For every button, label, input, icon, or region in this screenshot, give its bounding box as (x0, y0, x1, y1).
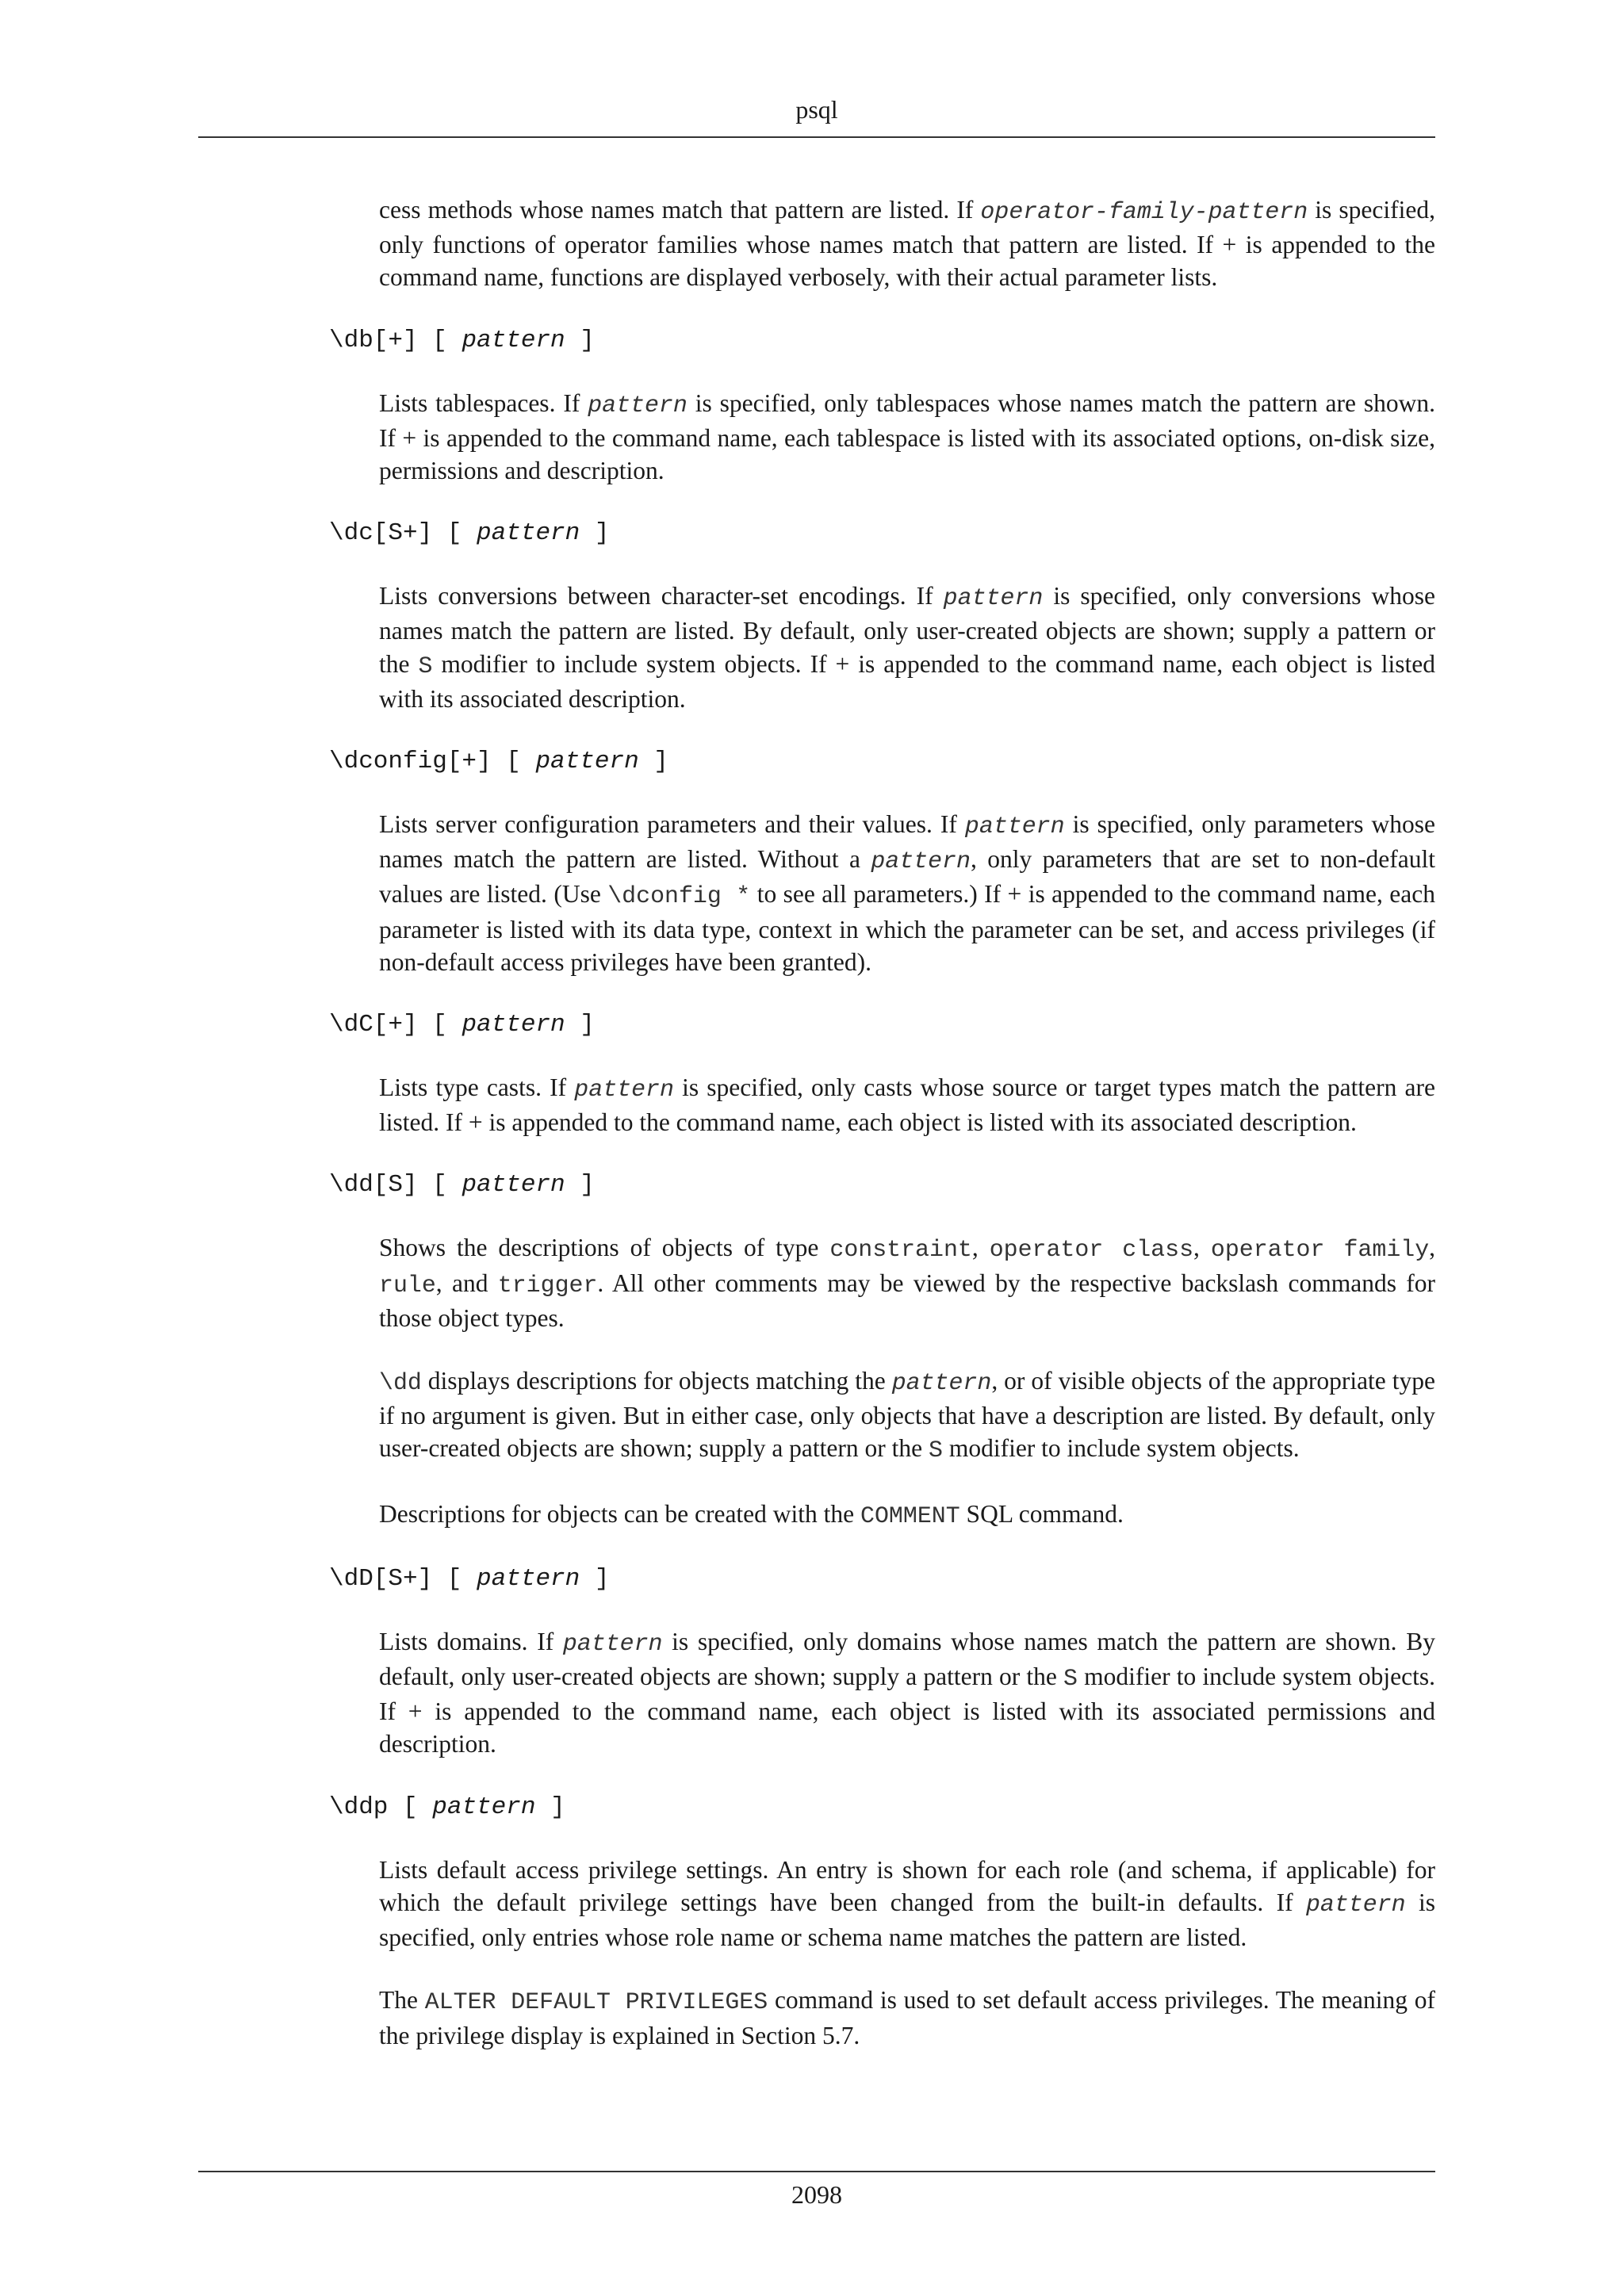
bracket: ] (565, 1011, 595, 1039)
replaceable: pattern (871, 848, 971, 875)
literal: S (1063, 1665, 1078, 1693)
literal: \dconfig * (607, 882, 751, 910)
text: , (1193, 1234, 1211, 1262)
text: Lists tablespaces. If (379, 388, 588, 417)
replaceable: pattern (477, 1564, 580, 1593)
literal: constraint (829, 1236, 972, 1264)
text: , only parameters that are set to non-default values are listed. (Use (379, 845, 1435, 909)
bracket: ] (580, 519, 610, 548)
command: \dconfig[+] [ (329, 748, 536, 776)
literal: rule (379, 1271, 436, 1299)
text: is specified, only entries whose role name or schema name matches the pattern are listed. (379, 1888, 1435, 1952)
text: , and (435, 1269, 498, 1297)
literal: ALTER DEFAULT PRIVILEGES (424, 1988, 768, 2016)
bracket: ] (565, 326, 595, 354)
text: command is used to set default access privileges. The meaning of the privilege display is explained in Section 5.7. (379, 1986, 1435, 2049)
replaceable: pattern (462, 1171, 565, 1200)
text: is specified, only casts whose source or target types match the pattern are listed. If + is appended to the command name, each object is listed with its associated description. (379, 1073, 1435, 1137)
description-dc (379, 580, 1435, 715)
description-ddp-2 (379, 1984, 1435, 2051)
command-term-dd (329, 1169, 1624, 1201)
text: modifier to include system objects. If + is appended to the command name, each object is listed with its associated description. (379, 649, 1436, 713)
literal: operator family (1210, 1236, 1430, 1264)
bracket: ] (535, 1793, 565, 1821)
text: , (971, 1234, 990, 1262)
command: \dc[S+] [ (329, 519, 477, 548)
literal: \dd (379, 1369, 422, 1397)
literal: S (418, 652, 433, 679)
header-rule (198, 136, 1435, 138)
literal: S (929, 1437, 943, 1464)
command: \ddp [ (329, 1793, 433, 1821)
replaceable: pattern (1305, 1890, 1406, 1918)
text: Shows the descriptions of objects of type (379, 1234, 830, 1262)
command: \dD[S+] [ (329, 1564, 477, 1593)
text: Lists type casts. If (379, 1073, 575, 1102)
literal: COMMENT (860, 1502, 960, 1529)
text: is specified, only conversions whose names match the pattern are listed. By default, only user-created objects are shown; supply a pattern or the (379, 582, 1435, 678)
description-dd-3 (379, 1498, 1435, 1533)
footer-rule (198, 2171, 1435, 2172)
replaceable: pattern (574, 1076, 674, 1104)
replaceable: pattern (943, 584, 1044, 612)
text: Descriptions for objects can be created with the (379, 1499, 861, 1528)
text: . All other comments may be viewed by the respective backslash commands for those object types. (379, 1269, 1435, 1332)
description-dconfig (379, 808, 1435, 978)
text: Lists conversions between character-set encodings. If (379, 582, 944, 610)
text: displays descriptions for objects matching the (421, 1367, 892, 1395)
replaceable: pattern (891, 1369, 992, 1397)
replaceable: pattern (964, 813, 1065, 840)
page-number: 2098 (791, 2180, 842, 2209)
command-term-ddp (329, 1791, 1624, 1823)
command: \db[+] [ (329, 326, 462, 354)
text: Lists default access privilege settings. An entry is shown for each role (and schema, if applicable) for which the default privilege settings have been changed from the built-in defaults. If (379, 1855, 1435, 1916)
text: cess methods whose names match that pattern are listed. If (379, 196, 981, 224)
command-term-dD (329, 1563, 1624, 1595)
literal: operator class (989, 1236, 1194, 1264)
text: is specified, only tablespaces whose names match the pattern are shown. If + is appended to the command name, each tablespace is listed with its associated options, on-disk size, permissions and description. (379, 388, 1436, 485)
text: The (379, 1986, 425, 2015)
replaceable: pattern (462, 326, 565, 354)
description-db (379, 387, 1435, 488)
text: is specified, only domains whose names match the pattern are shown. By default, only user-created objects are shown; supply a pattern or the (379, 1627, 1435, 1691)
paragraph-continuation (379, 193, 1435, 294)
replaceable: operator-family-pattern (980, 198, 1308, 225)
description-dd-1 (379, 1231, 1435, 1334)
command: \dC[+] [ (329, 1011, 462, 1039)
command-term-dC (329, 1008, 1624, 1041)
text: to see all parameters.) If + is appended to the command name, each parameter is listed with its data type, context in which the parameter can be set, and access privileges (if non-default access privileges have been granted). (379, 880, 1435, 976)
text: SQL command. (959, 1499, 1124, 1528)
bracket: ] (565, 1171, 595, 1200)
bracket: ] (638, 748, 668, 776)
text: is specified, only parameters whose names match the pattern are listed. Without a (379, 810, 1435, 874)
text: modifier to include system objects. If + is appended to the command name, each object is listed with its associated permissions and description. (379, 1663, 1435, 1758)
description-dC (379, 1071, 1435, 1138)
description-dD (379, 1625, 1435, 1761)
description-ddp-1 (379, 1854, 1435, 1954)
replaceable: pattern (462, 1011, 565, 1039)
text: , or of visible objects of the appropriate type if no argument is given. But in either case, only objects that have a description are listed. By default, only user-created objects are shown; supply a pattern or the (379, 1367, 1435, 1463)
text: modifier to include system objects. (942, 1434, 1300, 1463)
replaceable: pattern (535, 748, 639, 776)
text: is specified, only functions of operator families whose names match that pattern are listed. If + is appended to the command name, functions are displayed verbosely, with their actual parameter lists. (379, 196, 1435, 292)
command-term-dconfig (329, 745, 1624, 778)
command: \dd[S] [ (329, 1171, 462, 1200)
replaceable: pattern (562, 1629, 663, 1657)
running-header: psql (795, 95, 838, 124)
literal: trigger (497, 1271, 598, 1299)
page-content (0, 193, 1624, 2082)
bracket: ] (580, 1564, 610, 1593)
description-dd-2 (379, 1364, 1435, 1468)
text: Lists domains. If (379, 1627, 563, 1655)
text: Lists server configuration parameters and their values. If (379, 810, 965, 839)
replaceable: pattern (477, 519, 580, 548)
command-term-dc (329, 517, 1624, 549)
replaceable: pattern (588, 391, 688, 419)
command-term-db (329, 324, 1624, 357)
replaceable: pattern (432, 1793, 536, 1821)
text: , (1429, 1234, 1436, 1262)
